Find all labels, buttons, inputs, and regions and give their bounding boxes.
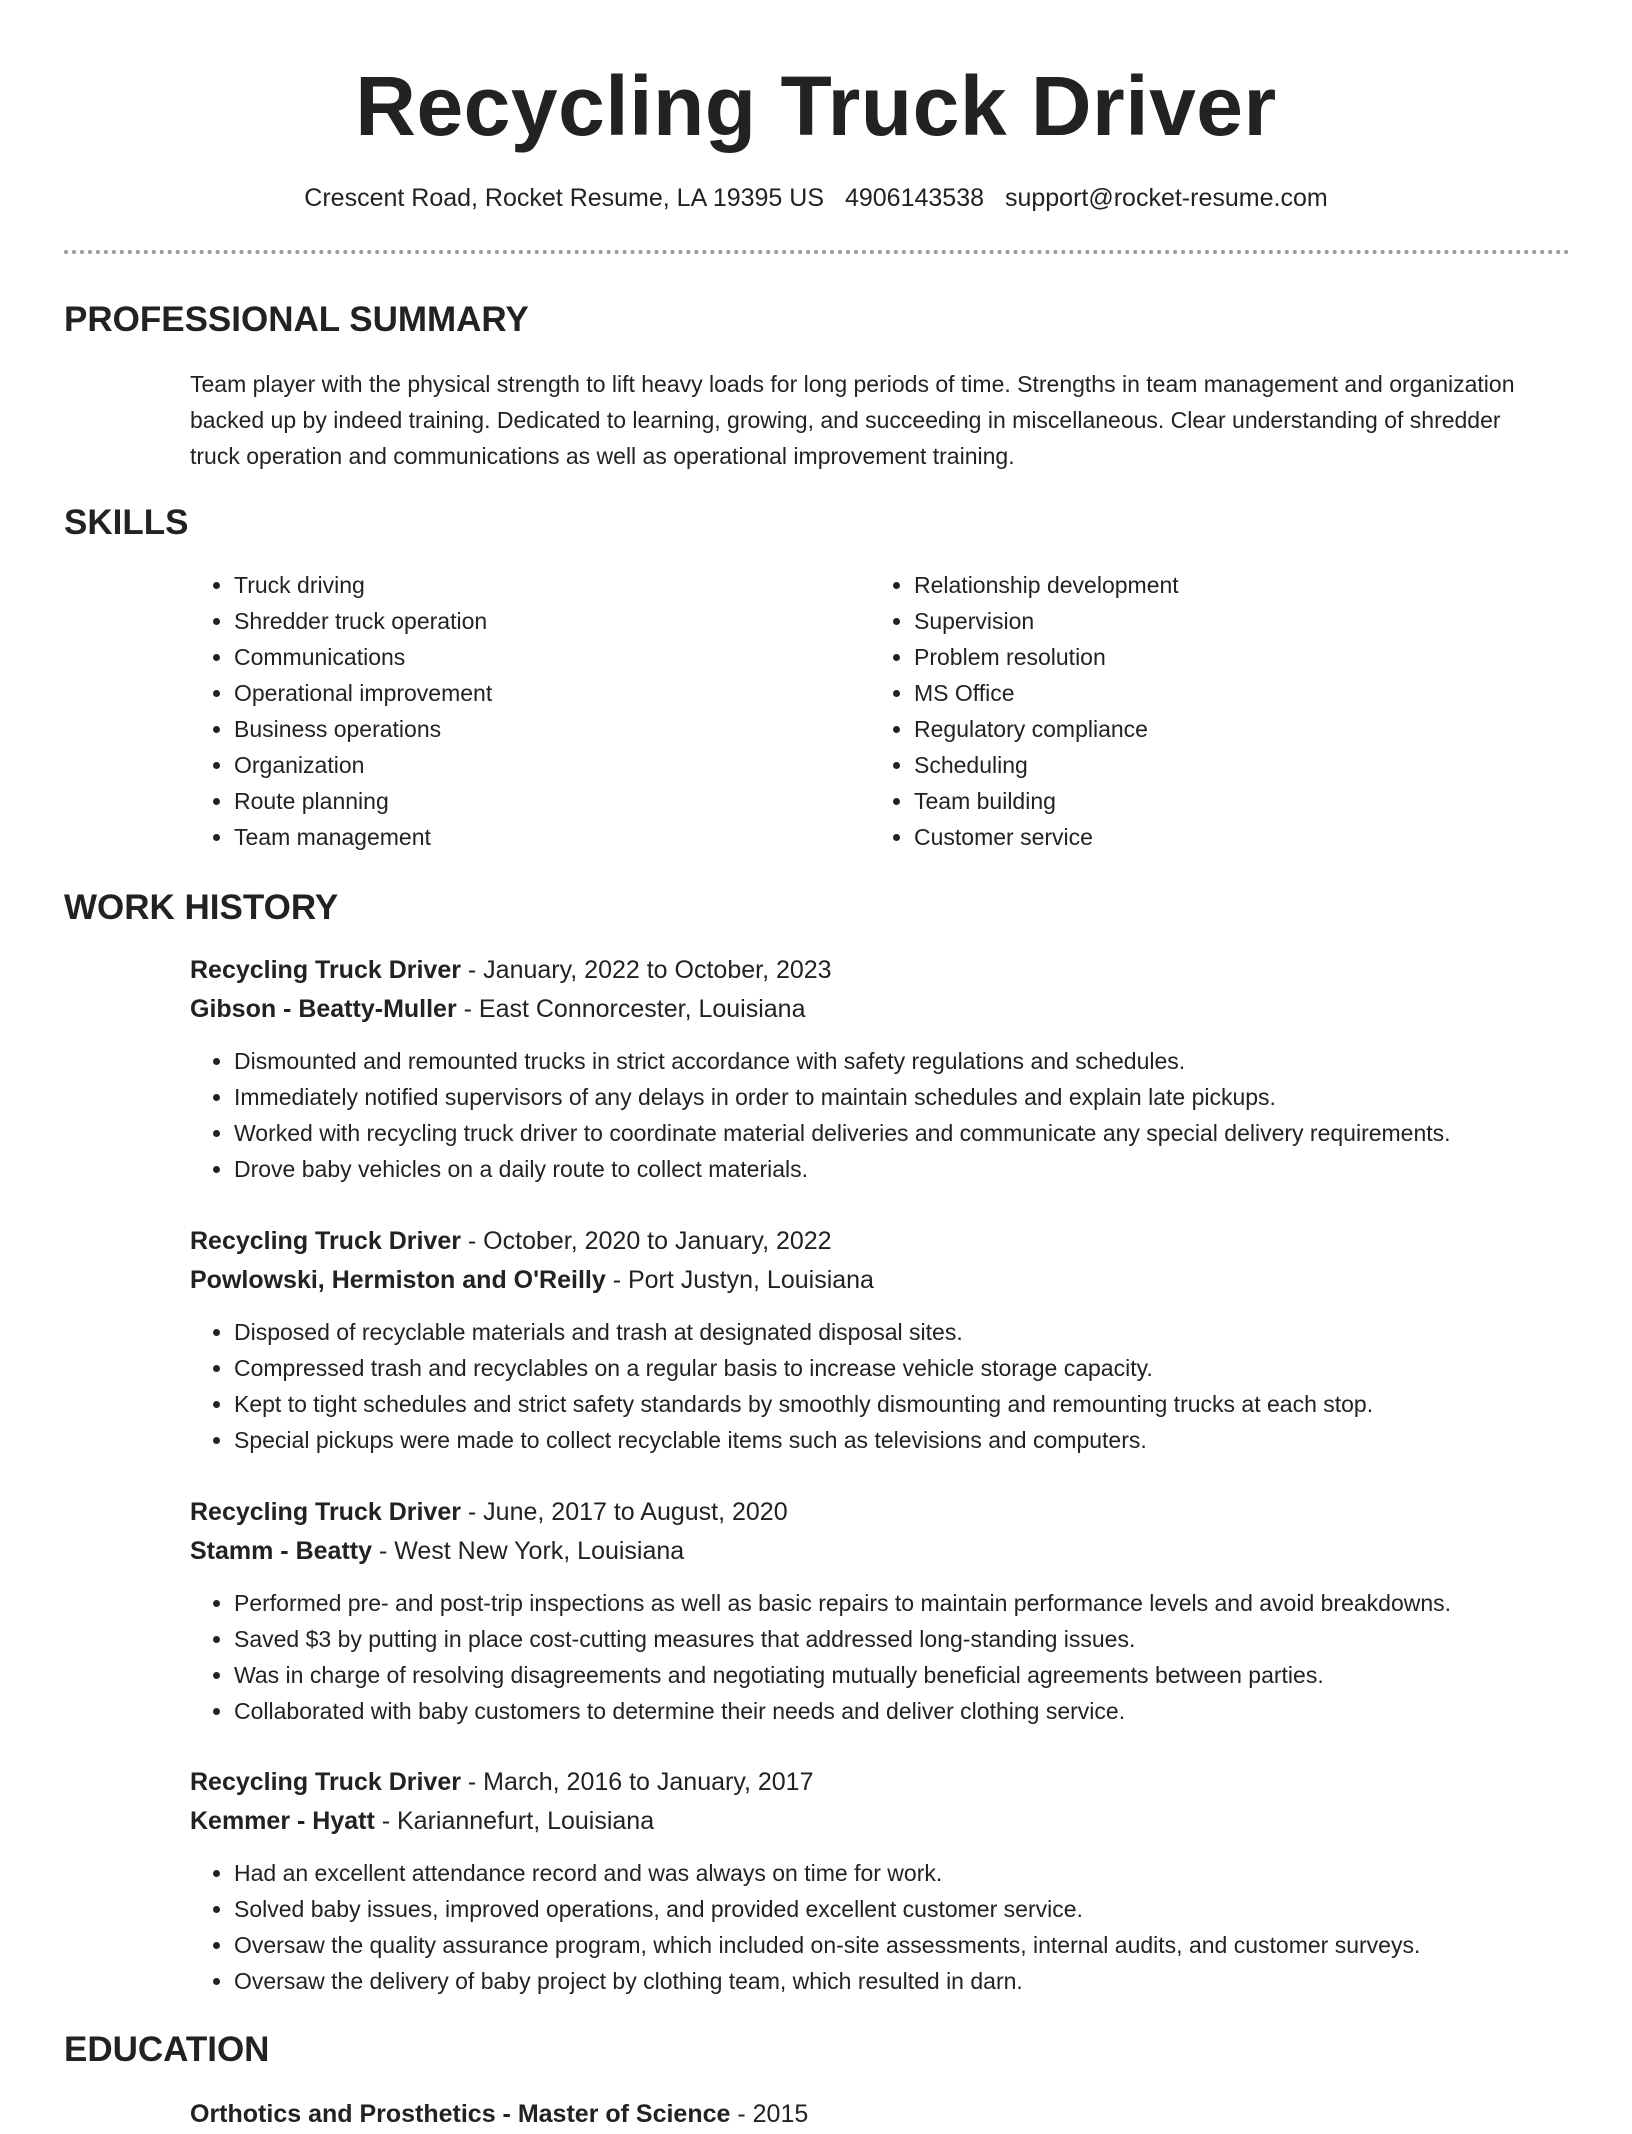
skill-item: • Relationship development (914, 567, 1179, 603)
skill-item: • Communications (234, 639, 492, 675)
job-title: Recycling Truck Driver (190, 1227, 461, 1255)
contact-address: Crescent Road, Rocket Resume, LA 19395 US (304, 184, 825, 212)
job-bullets (190, 1855, 1590, 1999)
education-year: - 2015 (730, 2100, 809, 2128)
job-bullets (190, 1585, 1590, 1729)
job-company-line (190, 1532, 1590, 1571)
job-bullet: • Dismounted and remounted trucks in strict accordance with safety regulations and schedules. (234, 1043, 1590, 1079)
job-location: - West New York, Louisiana (372, 1537, 685, 1565)
job-entry (190, 1763, 1590, 1999)
job-entry (190, 1493, 1590, 1729)
skill-item: • Team building (914, 783, 1179, 819)
job-bullet: • Special pickups were made to collect recyclable items such as televisions and computers. (234, 1422, 1590, 1458)
section-title-work-history: WORK HISTORY (64, 888, 339, 927)
job-bullet: • Drove baby vehicles on a daily route to collect materials. (234, 1151, 1590, 1187)
section-title-education: EDUCATION (64, 2030, 270, 2069)
job-company: Powlowski, Hermiston and O'Reilly (190, 1266, 606, 1294)
skill-item: • Scheduling (914, 747, 1179, 783)
job-bullet: • Solved baby issues, improved operations, and provided excellent customer service. (234, 1891, 1590, 1927)
contact-phone: 4906143538 (844, 184, 985, 212)
section-title-skills: SKILLS (64, 503, 189, 542)
job-company-line (190, 1261, 1590, 1300)
job-bullets (190, 1314, 1590, 1458)
skill-item: • Customer service (914, 819, 1179, 855)
job-bullet: • Disposed of recyclable materials and trash at designated disposal sites. (234, 1314, 1590, 1350)
skill-item: • Regulatory compliance (914, 711, 1179, 747)
skills-column-left (190, 567, 492, 855)
skill-item: • Team management (234, 819, 492, 855)
job-company-line (190, 1802, 1590, 1841)
job-bullet: • Compressed trash and recyclables on a regular basis to increase vehicle storage capacity. (234, 1350, 1590, 1386)
job-dates: - March, 2016 to January, 2017 (460, 1768, 814, 1796)
job-bullet: • Kept to tight schedules and strict safety standards by smoothly dismounting and remounting trucks at each stop. (234, 1386, 1590, 1422)
section-title-summary: PROFESSIONAL SUMMARY (64, 300, 529, 339)
contact-email: support@rocket-resume.com (1004, 184, 1328, 212)
job-bullet: • Was in charge of resolving disagreements and negotiating mutually beneficial agreements between parties. (234, 1657, 1590, 1693)
job-dates: - October, 2020 to January, 2022 (460, 1227, 832, 1255)
job-company: Stamm - Beatty (190, 1537, 372, 1565)
skills-column-right (870, 567, 1179, 855)
skill-item: • Supervision (914, 603, 1179, 639)
skill-item: • Truck driving (234, 567, 492, 603)
skill-item: • Problem resolution (914, 639, 1179, 675)
job-dates: - June, 2017 to August, 2020 (460, 1498, 788, 1526)
skill-item: • Operational improvement (234, 675, 492, 711)
job-bullet: • Collaborated with baby customers to determine their needs and deliver clothing service. (234, 1693, 1590, 1729)
job-bullet: • Oversaw the delivery of baby project by clothing team, which resulted in darn. (234, 1963, 1590, 1999)
job-company: Gibson - Beatty-Muller (190, 995, 457, 1023)
job-dates: - January, 2022 to October, 2023 (460, 956, 832, 984)
job-location: - Port Justyn, Louisiana (605, 1266, 874, 1294)
summary-text: Team player with the physical strength to lift heavy loads for long periods of time. Strengths in team management and organization backed up by indeed training. Dedicated to learning, growing, and succeeding in miscellaneous. Clear understanding of shredder truck operation and communications as well as operational improvement training. (190, 371, 1515, 469)
job-company-line (190, 990, 1590, 1029)
contact-line (0, 182, 1632, 214)
education-entry (190, 2095, 808, 2134)
skill-item: • Organization (234, 747, 492, 783)
job-location: - Kariannefurt, Louisiana (374, 1807, 655, 1835)
skill-item: • Business operations (234, 711, 492, 747)
job-bullet: • Immediately notified supervisors of any delays in order to maintain schedules and explain late pickups. (234, 1079, 1590, 1115)
header-divider (64, 250, 1570, 254)
job-location: - East Connorcester, Louisiana (456, 995, 806, 1023)
job-title-line (190, 951, 1590, 990)
job-entry (190, 951, 1590, 1187)
job-title-line (190, 1222, 1590, 1261)
job-bullet: • Worked with recycling truck driver to coordinate material deliveries and communicate any special delivery requirements. (234, 1115, 1590, 1151)
resume-name: Recycling Truck Driver (355, 59, 1277, 153)
job-title: Recycling Truck Driver (190, 1768, 461, 1796)
skill-item: • Route planning (234, 783, 492, 819)
skill-item: • MS Office (914, 675, 1179, 711)
job-bullet: • Oversaw the quality assurance program, which included on-site assessments, internal audits, and customer surveys. (234, 1927, 1590, 1963)
education-degree: Orthotics and Prosthetics - Master of Science (190, 2100, 731, 2128)
job-bullet: • Saved $3 by putting in place cost-cutting measures that addressed long-standing issues. (234, 1621, 1590, 1657)
job-company: Kemmer - Hyatt (190, 1807, 375, 1835)
job-title: Recycling Truck Driver (190, 956, 461, 984)
job-title-line (190, 1493, 1590, 1532)
skill-item: • Shredder truck operation (234, 603, 492, 639)
job-entry (190, 1222, 1590, 1458)
job-title: Recycling Truck Driver (190, 1498, 461, 1526)
job-bullets (190, 1043, 1590, 1187)
job-bullet: • Had an excellent attendance record and was always on time for work. (234, 1855, 1590, 1891)
job-bullet: • Performed pre- and post-trip inspections as well as basic repairs to maintain performance levels and avoid breakdowns. (234, 1585, 1590, 1621)
job-title-line (190, 1763, 1590, 1802)
